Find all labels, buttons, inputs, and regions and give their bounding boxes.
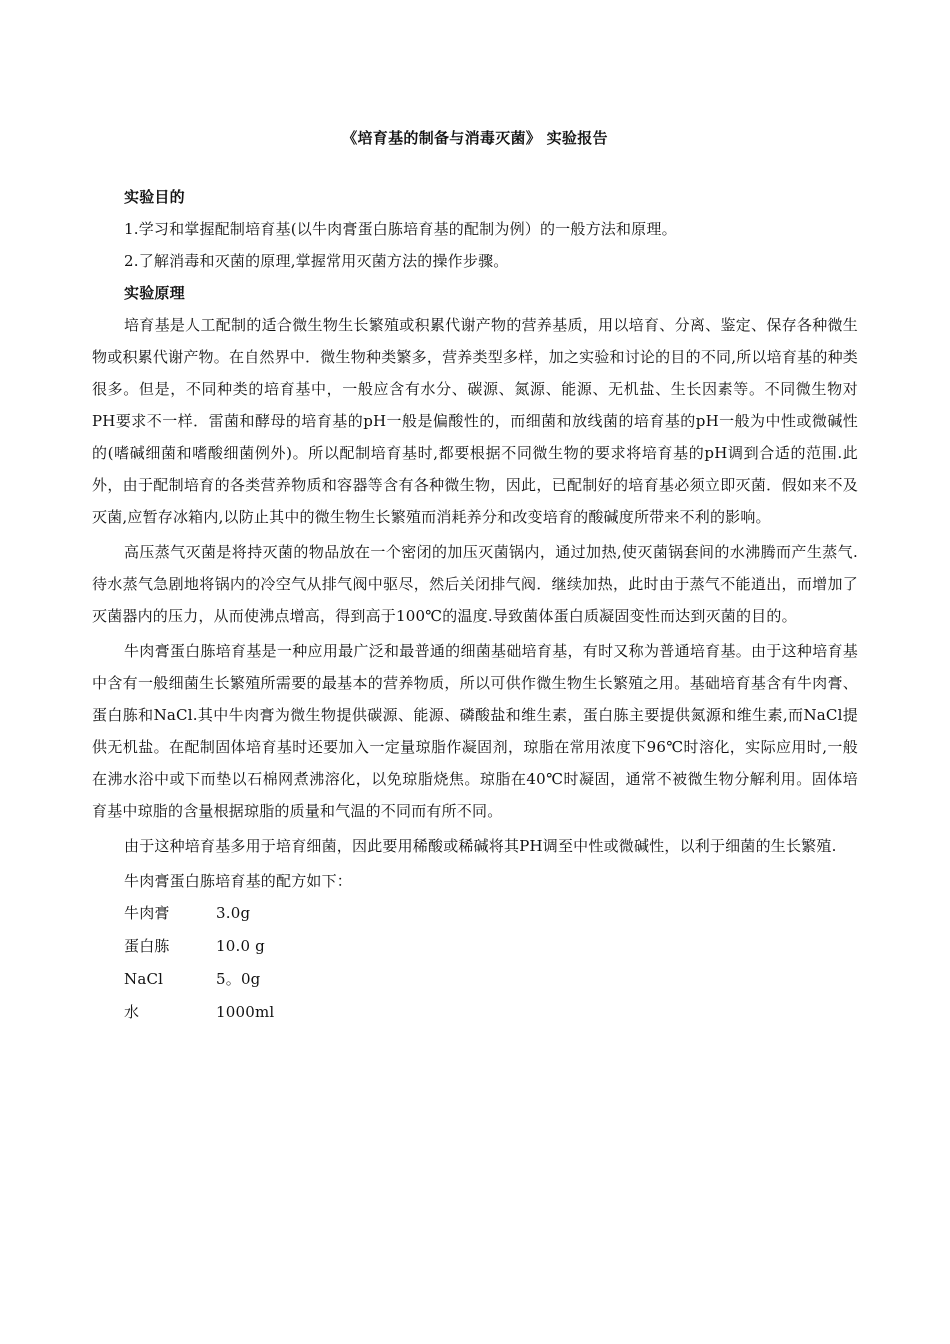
recipe-list [92, 897, 858, 1029]
recipe-row [124, 996, 858, 1029]
principle-paragraph-1: 培育基是人工配制的适合微生物生长繁殖或积累代谢产物的营养基质，用以培育、分离、鉴定、保存各种微生物或积累代谢产物。在自然界中．微生物种类繁多，营养类型多样，加之实验和讨论的目的不同,所以培育基的种类很多。但是，不同种类的培育基中，一般应含有水分、碳源、氮源、能源、无机盐、生长因素等。不同微生物对PH要求不一样．雷菌和酵母的培育基的pH一般是偏酸性的，而细菌和放线菌的培育基的pH一般为中性或微碱性的(嗜碱细菌和嗜酸细菌例外)。所以配制培育基时,都要根据不同微生物的要求将培育基的pH调到合适的范围.此外，由于配制培育的各类营养物质和容器等含有各种微生物，因此，已配制好的培育基必须立即灭菌．假如来不及灭菌,应暂存冰箱内,以防止其中的微生物生长繁殖而消耗养分和改变培育的酸碱度所带来不利的影响。 [92, 316, 858, 526]
recipe-ingredient: 蛋白胨 [124, 937, 170, 955]
recipe-row [124, 897, 858, 930]
principle-heading: 实验原理 [124, 284, 185, 302]
recipe-intro: 牛肉膏蛋白胨培育基的配方如下： [124, 872, 353, 890]
recipe-row [124, 930, 858, 963]
purpose-item-1: 1.学习和掌握配制培育基(以牛肉膏蛋白胨培育基的配制为例）的一般方法和原理。 [124, 220, 677, 238]
recipe-row [124, 963, 858, 996]
report-body [92, 181, 858, 1029]
recipe-amount: 1000ml [216, 1003, 275, 1021]
recipe-amount: 5。0g [216, 970, 261, 988]
principle-paragraph-4: 由于这种培育基多用于培育细菌，因此要用稀酸或稀碱将其PH调至中性或微碱性，以利于细菌的生长繁殖. [124, 837, 837, 855]
recipe-ingredient: 水 [124, 1003, 140, 1021]
purpose-item-2: 2.了解消毒和灭菌的原理,掌握常用灭菌方法的操作步骤。 [124, 252, 509, 270]
report-title: 《培育基的制备与消毒灭菌》 实验报告 [342, 129, 608, 147]
recipe-amount: 10.0 g [216, 937, 265, 955]
recipe-ingredient: 牛肉膏 [124, 904, 170, 922]
principle-paragraph-2: 高压蒸气灭菌是将持灭菌的物品放在一个密闭的加压灭菌锅内，通过加热,使灭菌锅套间的水沸腾而产生蒸气.待水蒸气急剧地将锅内的冷空气从排气阀中驱尽，然后关闭排气阀．继续加热，此时由于蒸气不能逍出，而增加了灭菌器内的压力，从而使沸点增高，得到高于100℃的温度.导致菌体蛋白质凝固变性而达到灭菌的目的。 [92, 543, 858, 625]
recipe-amount: 3.0g [216, 904, 251, 922]
principle-paragraph-3: 牛肉膏蛋白胨培育基是一种应用最广泛和最普通的细菌基础培育基，有时又称为普通培育基。由于这种培育基中含有一般细菌生长繁殖所需要的最基本的营养物质，所以可供作微生物生长繁殖之用。基础培育基含有牛肉膏、蛋白胨和NaCl.其中牛肉膏为微生物提供碳源、能源、磷酸盐和维生素，蛋白胨主要提供氮源和维生素,而NaCl提供无机盐。在配制固体培育基时还要加入一定量琼脂作凝固剂，琼脂在常用浓度下96℃时溶化，实际应用时,一般在沸水浴中或下而垫以石棉网煮沸溶化，以免琼脂烧焦。琼脂在40℃时凝固，通常不被微生物分解利用。固体培育基中琼脂的含量根据琼脂的质量和气温的不同而有所不同。 [92, 642, 858, 820]
purpose-heading: 实验目的 [124, 188, 185, 206]
recipe-ingredient: NaCl [124, 970, 164, 988]
